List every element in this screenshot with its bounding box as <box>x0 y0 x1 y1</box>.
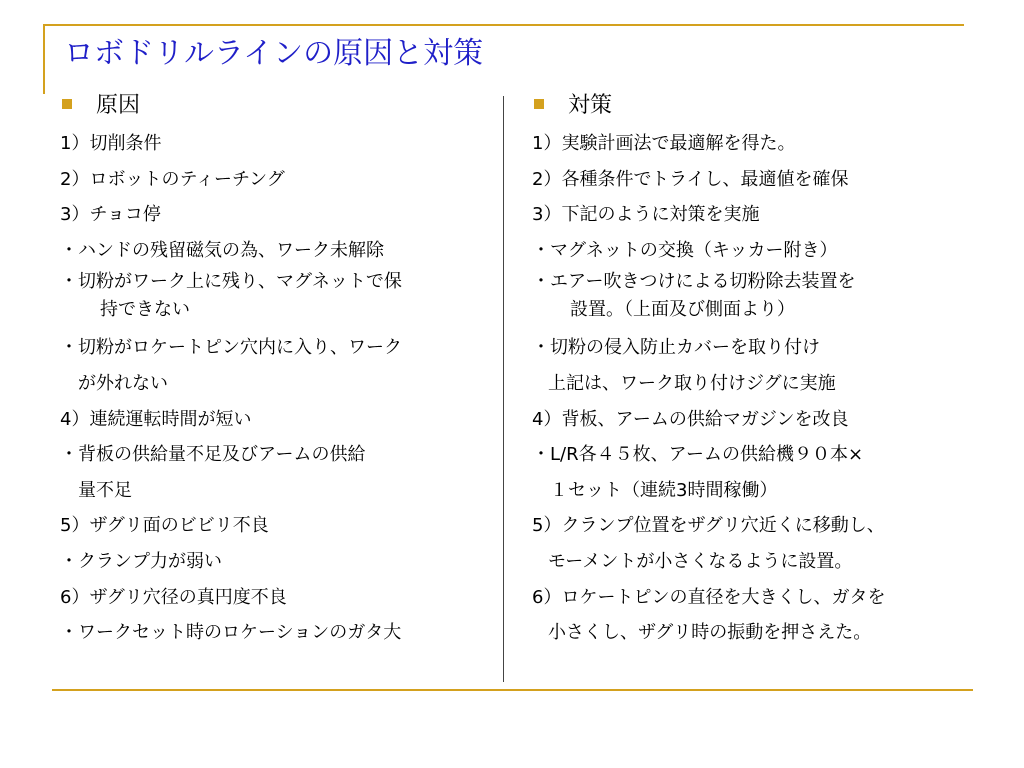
countermeasure-line-continued: 上記は、ワーク取り付けジグに実施 <box>548 372 836 394</box>
cause-line-continued: が外れない <box>78 372 168 394</box>
countermeasure-line-continued: 小さくし、ザグリ時の振動を押さえた。 <box>548 622 872 644</box>
title-left-rule <box>43 24 45 94</box>
causes-column <box>60 90 500 651</box>
countermeasure-line: 5）クランプ位置をザグリ穴近くに移動し、 <box>532 515 885 537</box>
cause-line: ・切粉がロケートピン穴内に入り、ワーク <box>60 337 402 359</box>
countermeasure-line: 4）背板、アームの供給マガジンを改良 <box>532 408 849 430</box>
countermeasures-heading <box>532 90 972 124</box>
causes-heading-label: 原因 <box>96 93 141 118</box>
cause-line: ・ワークセット時のロケーションのガタ大 <box>60 622 402 644</box>
cause-line: 4）連続運転時間が短い <box>60 408 252 430</box>
countermeasure-line: 1）実験計画法で最適解を得た。 <box>532 133 796 154</box>
cause-line: 5）ザグリ面のビビリ不良 <box>60 515 269 537</box>
slide-title: ロボドリルラインの原因と対策 <box>64 36 484 71</box>
square-bullet-icon <box>62 99 72 109</box>
countermeasure-line: ・エアー吹きつけによる切粉除去装置を <box>532 271 856 293</box>
countermeasure-line: ・切粉の侵入防止カバーを取り付け <box>532 337 820 359</box>
cause-line: 2）ロボットのティーチング <box>60 168 285 190</box>
countermeasure-line: 3）下記のように対策を実施 <box>532 204 760 226</box>
title-top-rule <box>44 24 964 26</box>
countermeasure-line-continued: １セット（連続3時間稼働） <box>550 479 778 501</box>
cause-line: ・クランプ力が弱い <box>60 550 222 572</box>
square-bullet-icon <box>534 99 544 109</box>
countermeasures-heading-label: 対策 <box>568 93 613 118</box>
countermeasure-line: 2）各種条件でトライし、最適値を確保 <box>532 168 849 190</box>
cause-line-continued: 量不足 <box>78 479 132 501</box>
cause-line: 3）チョコ停 <box>60 204 161 226</box>
causes-heading <box>60 90 500 124</box>
cause-line: ・切粉がワーク上に残り、マグネットで保 <box>60 271 402 293</box>
countermeasure-line: ・マグネットの交換（キッカー附き） <box>532 239 838 261</box>
cause-line-continued: 持できない <box>100 299 190 321</box>
countermeasure-line-continued: モーメントが小さくなるように設置。 <box>548 550 853 572</box>
countermeasure-line: ・L/R各４５枚、アームの供給機９０本× <box>532 444 864 466</box>
column-divider <box>503 96 504 682</box>
cause-line: ・背板の供給量不足及びアームの供給 <box>60 444 366 466</box>
countermeasure-line-continued: 設置。（上面及び側面より） <box>570 299 795 321</box>
cause-line: 1）切削条件 <box>60 133 162 154</box>
cause-line: ・ハンドの残留磁気の為、ワーク未解除 <box>60 239 384 261</box>
cause-line: 6）ザグリ穴径の真円度不良 <box>60 586 287 608</box>
countermeasure-line: 6）ロケートピンの直径を大きくし、ガタを <box>532 586 886 608</box>
countermeasures-column <box>532 90 972 651</box>
bottom-rule <box>52 689 973 691</box>
